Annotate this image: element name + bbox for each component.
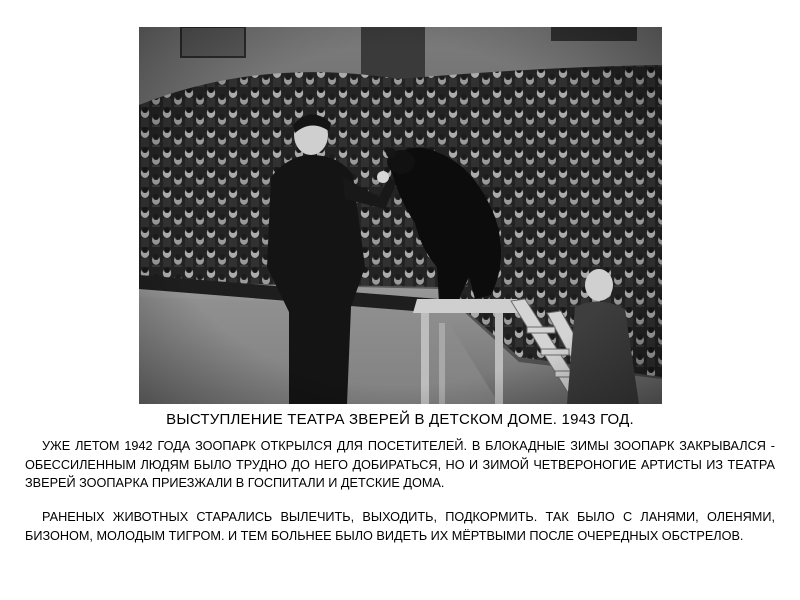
historical-photo — [139, 27, 662, 404]
photo-caption: ВЫСТУПЛЕНИЕ ТЕАТРА ЗВЕРЕЙ В ДЕТСКОМ ДОМЕ. 1943 ГОД. — [166, 411, 634, 428]
paragraph-wounded-animals: РАНЕНЫХ ЖИВОТНЫХ СТАРАЛИСЬ ВЫЛЕЧИТЬ, ВЫХОДИТЬ, ПОДКОРМИТЬ. ТАК БЫЛО С ЛАНЯМИ, ОЛЕНЯМИ, БИЗОНОМ, МОЛОДЫМ ТИГРОМ. И ТЕМ БОЛЬНЕЕ БЫЛО ВИДЕТЬ ИХ МЁРТВЫМИ ПОСЛЕ ОЧЕРЕДНЫХ ОБСТРЕЛОВ. — [25, 510, 775, 543]
paragraph-zoo-opening: УЖЕ ЛЕТОМ 1942 ГОДА ЗООПАРК ОТКРЫЛСЯ ДЛЯ ПОСЕТИТЕЛЕЙ. В БЛОКАДНЫЕ ЗИМЫ ЗООПАРК ЗАКРЫВАЛСЯ - ОБЕССИЛЕННЫМ ЛЮДЯМ БЫЛО ТРУДНО ДО НЕГО ДОБИРАТЬСЯ, НО И ЗИМОЙ ЧЕТВЕРОНОГИЕ АРТИСТЫ ИЗ ТЕАТРА ЗВЕРЕЙ ЗООПАРКА ПРИЕЗЖАЛИ В ГОСПИТАЛИ И ДЕТСКИЕ ДОМА. — [25, 439, 775, 490]
